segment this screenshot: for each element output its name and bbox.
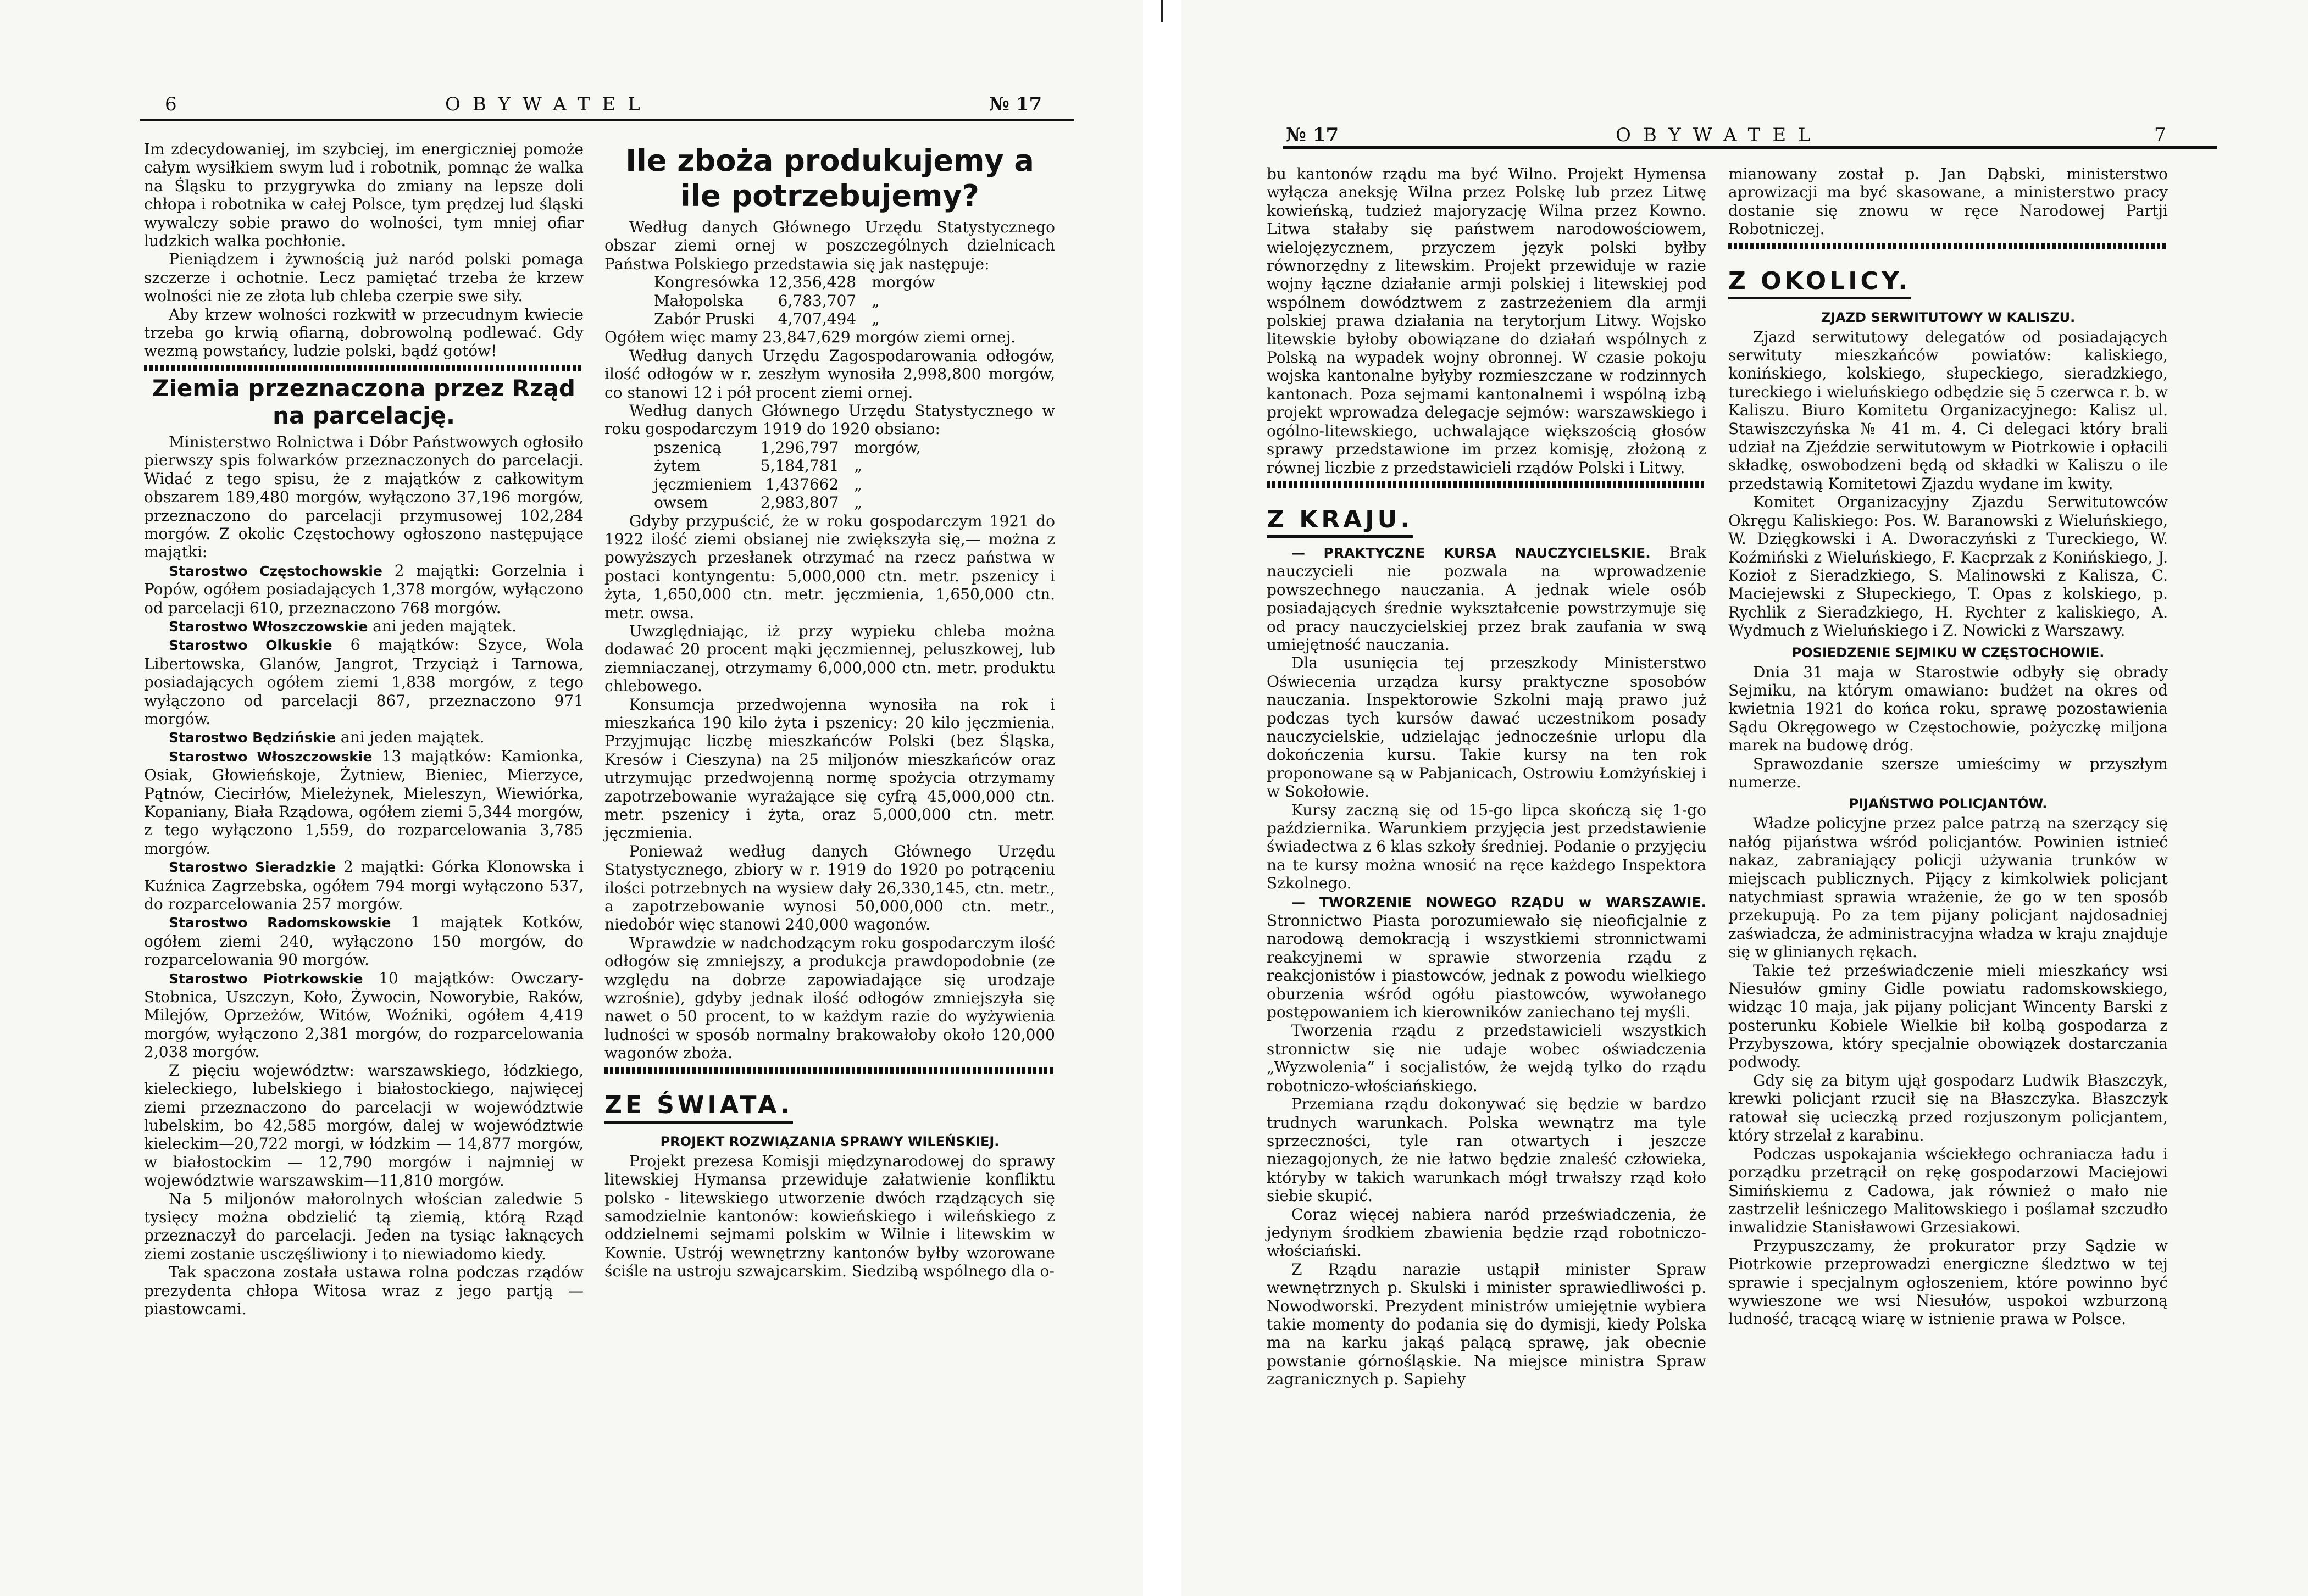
article-paragraph: Starostwo Włoszczowskie 13 majątków: Kamionka, Osiak, Głowieńskoje, Żytniew, Bieniec, Mierzyce, Pątnów, Ciecirłów, Mieleżynek, Mieleszyn, Wiewiórka, Kopaniany, Biała Rządowa, ogółem ziemi 5,344 morgów, z tego wyłączono 1,559, do rozparcelowania 3,785 morgów. <box>144 747 584 858</box>
article-paragraph: Starostwo Sieradzkie 2 majątki: Górka Klonowska i Kuźnica Zagrzebska, ogółem 794 morgi wyłączono 537, do rozparcelowania 257 morgów. <box>144 858 584 914</box>
article-paragraph: Sprawozdanie szersze umieścimy w przyszłym numerze. <box>1728 754 2168 791</box>
subheading-pijanstwo: PIJAŃSTWO POLICJANTÓW. <box>1849 796 2048 812</box>
intro-paragraph: Aby krzew wolności rozkwitł w przecudnym kwiecie trzeba go krwią ofiarną, dobrowolną podlewać. Gdy wezmą powstańcy, ludzie polski, bądź gotów! <box>144 305 584 360</box>
article-paragraph: Starostwo Włoszczowskie ani jeden majątek. <box>169 616 517 635</box>
subheading-sprawa-wilenska: PROJEKT ROZWIĄZANIA SPRAWY WILEŃSKIEJ. <box>660 1133 1000 1149</box>
left-page-header <box>0 93 1143 126</box>
article-paragraph: Starostwo Piotrkowskie 10 majątków: Owczary-Stobnica, Uszczyn, Koło, Żywocin, Noworybie, Raków, Milejów, Oprzeżów, Witów, Woźniki, ogółem 4,419 morgów, wyłączono 2,381 morgów, do rozparcelowania 2,038 morgów. <box>144 969 584 1061</box>
article-paragraph: Konsumcja przedwojenna wynosiła na rok i mieszkańca 190 kilo żyta i pszenicy: 20 kilo jęczmienia. Przyjmując liczbę mieszkańców Polski (bez Śląska, Kresów i Cieszyna) na 25 miljonów mieszkańców oraz utrzymując przedwojenną normę spożycia otrzymamy zapotrzebowanie wyrażające się cyfrą 45,000,000 ctn. metr. pszenicy i żyta, oraz 5,000,000 ctn. metr. jęczmienia. <box>604 695 1055 842</box>
right-page-number: 7 <box>2154 124 2166 146</box>
section-heading-ze-swiata: ZE ŚWIATA. <box>604 1091 793 1124</box>
intro-paragraph: Pieniądzem i żywnością już naród polski pomaga szczerze i ochotnie. Lecz pamiętać trzeba że krzew wolności nie ze złota lub chleba czerpie swe siły. <box>144 250 584 305</box>
left-page-number: 6 <box>165 93 177 115</box>
left-column-1 <box>144 140 584 1318</box>
article-paragraph: Projekt prezesa Komisji międzynarodowej do sprawy litewskiej Hymansa przewiduje załatwienie konfliktu polsko - litewskiego utworzenie dwóch rządzących się samodzielnie kantonów: kowieńskiego i wileńskiego z oddzielnemi sejmami polskim w Wilnie i litewskim w Kownie. Ustrój wewnętrzny kantonów byłby wzorowane ściśle na ustroju szwajcarskim. Siedzibą wspólnego dla o- <box>604 1152 1055 1281</box>
article-paragraph: Z pięciu województw: warszawskiego, łódzkiego, kieleckiego, lubelskiego i białostockiego, najwięcej ziemi przeznaczono do parcelacji w województwie lubelskim, bo 42,585 morgów, dalej w województwie kieleckim—20,722 morgi, w łódzkim — 14,877 morgów, w białostockim — 12,790 morgów i najmniej w województwie warszawskim—11,810 morgów. <box>144 1061 584 1190</box>
left-masthead: OBYWATEL <box>445 93 652 115</box>
left-header-rule <box>140 119 1074 121</box>
table-row: Małopolska 6,783,707 „ <box>654 291 880 310</box>
table-row: pszenicą 1,296,797 morgów, <box>654 438 921 457</box>
right-issue-number: № 17 <box>1286 124 1339 146</box>
article-paragraph: Władze policyjne przez palce patrzą na szerzący się nałóg pijaństwa wśród policjantów. Powinien istnieć nakaz, zabraniający policji używania trunków w miejscach publicznych. Pijący z kimkolwiek policjant natychmiast sprawia wrażenie, że go w ten sposób przekupują. Po za tem pijany policjant najdosadniej zaświadcza, że administracyjna władza w kraju znajduje się w glinianych rękach. <box>1728 814 2168 961</box>
left-page <box>0 0 1143 1596</box>
table-row: jęczmieniem 1,437662 „ <box>654 475 862 493</box>
left-column-2 <box>604 140 1055 1281</box>
separator <box>604 1067 1055 1074</box>
article-paragraph: Przypuszczamy, że prokurator przy Sądzie w Piotrkowie przeprowadzi energiczne śledztwo w tej sprawie i specjalnym ogłoszeniem, które powinno być wywieszone we wsi Niesułów, uspokoi wzburzoną ludność, tracącą wiarę w istnienie prawa w Polsce. <box>1728 1236 2168 1328</box>
article-paragraph: Ministerstwo Rolnictwa i Dóbr Państwowych ogłosiło pierwszy spis folwarków przeznaczonych do parcelacji. Widać z tego spisu, że z majątków z całkowitym obszarem 189,480 morgów, wyłączono 37,196 morgów, przeznaczono do parcelacji przymusowej 102,284 morgów. Z okolic Częstochowy ogłoszono następujące majątki: <box>144 432 584 561</box>
sown-area-table <box>654 438 930 512</box>
news-item: Z Rządu narazie ustąpił minister Spraw wewnętrznych p. Skulski i minister sprawiedliwości p. Nowodworski. Prezydent ministrów umiejętnie wybiera takie momenty do podania się do dymisji, kiedy Polska ma na karku jakąś palącą sprawę, jak obecnie powstanie górnośląskie. Na miejsce ministra Spraw zagranicznych p. Sapiehy <box>1267 1260 1706 1389</box>
separator <box>144 365 584 371</box>
article-paragraph: Na 5 miljonów małorolnych włościan zaledwie 5 tysięcy można obdzielić tą ziemią, którą Rząd przeznaczył do parcelacji. Jeden na tysiąc łaknących ziemi zostanie usczęśliwiony i to niewiadomo kiedy. <box>144 1189 584 1263</box>
article-paragraph: Takie też przeświadczenie mieli mieszkańcy wsi Niesułów gminy Gidle powiatu radomskowskiego, widząc 10 maja, jak pijany policjant Wincenty Barski z posterunku Kobiele Wielkie bił kolbą gospodarza z Przybyszowa, który specjalnie obowiązek dostarczania podwody. <box>1728 961 2168 1071</box>
article-paragraph: Gdy się za bitym ujął gospodarz Ludwik Błaszczyk, krewki policjant rzucił się na Błaszczyka. Błaszczyk ratował się ucieczką przed rozjuszonym policjantem, który strzelał z karabinu. <box>1728 1071 2168 1145</box>
article-paragraph: Tak spaczona została ustawa rolna podczas rządów prezydenta chłopa Witosa wraz z jego partją — piastowcami. <box>144 1263 584 1318</box>
table-row: owsem 2,983,807 „ <box>654 493 862 512</box>
article-paragraph: Według danych Głównego Urzędu Statystycznego obszar ziemi ornej w poszczególnych dzielnicach Państwa Polskiego przedstawia się jak następuje: <box>604 218 1055 273</box>
article-heading-zboze: Ile zboża produkujemy a ile potrzebujemy? <box>625 143 1034 213</box>
arable-land-table <box>654 273 944 328</box>
right-page <box>1181 0 2308 1596</box>
section-heading-z-okolicy: Z OKOLICY. <box>1728 267 1911 299</box>
table-row: Zabór Pruski 4,707,494 „ <box>654 310 880 329</box>
news-item: Coraz więcej nabiera naród przeświadczenia, że jedynym środkiem zbawienia będzie rząd robotniczo-włościański. <box>1267 1205 1706 1260</box>
table-row: żytem 5,184,781 „ <box>654 457 862 475</box>
subheading-zjazd-serwitutowy: ZJAZD SERWITUTOWY W KALISZU. <box>1821 309 2076 325</box>
article-paragraph: Wprawdzie w nadchodzącym roku gospodarczym ilość odłogów się zmniejszy, a produkcja prawdopodobnie (ze względu na dobrze zapowiadające się urodzaje wzrośnie), gdyby jednak ilość odłogów zmniejszyła się nawet o 50 procent, to w każdym razie do wyżywienia ludności w sposób normalny brakowałoby około 120,000 wagonów zboża. <box>604 933 1055 1063</box>
news-item: Przemiana rządu dokonywać się będzie w bardzo trudnych warunkach. Polska wewnątrz ma tyle sprzeczności, tyle ran otwartych i jeszcze niezagojonych, że nie łatwo będzie znaleść człowieka, któryby w takich warunkach mógł trwałszy rząd koło siebie skupić. <box>1267 1095 1706 1205</box>
binding-mark <box>1161 0 1163 22</box>
separator <box>1267 481 1706 488</box>
article-paragraph: Podczas uspokajania wściekłego ochraniacza ładu i porządku przetrącił on rękę gospodarzowi Maciejowi Simińskiemu z Cadowa, jak również o mało nie zastrzelił leśniczego Malitowskiego i poślamał szczudło inwalidzie Stanisławowi Grzesiakowi. <box>1728 1144 2168 1237</box>
page-gutter <box>1143 0 1181 1596</box>
article-paragraph: Komitet Organizacyjny Zjazdu Serwitutowców Okręgu Kaliskiego: Pos. W. Baranowski z Wieluńskiego, W. Dzięgkowski i A. Dworaczyński z Tureckiego, W. Koźmiński z Wieluńskiego, F. Kacprzak z Konińskiego, J. Kozioł z Sieradzkiego, S. Malinowski z Kalisza, C. Maciejewski z Słupeckiego, T. Opas z kolskiego, p. Rychlik z Sieradzkiego, H. Rychter z kaliskiego, A. Wydmuch z Wieluńskiego i Z. Nowicki z Warszawy. <box>1728 493 2168 640</box>
table-row: Kongresówka 12,356,428 morgów <box>654 273 935 292</box>
article-paragraph: Dnia 31 maja w Starostwie odbyły się obrady Sejmiku, na którym omawiano: budżet na okres od kwietnia 1921 do końca roku, sprawę pozostawienia Sądu Okręgowego w Częstochowie, pożyczkę miljona marek na budowę dróg. <box>1728 663 2168 755</box>
article-paragraph: mianowany został p. Jan Dąbski, ministerstwo aprowizacji ma być skasowane, a ministerstwo pracy dostanie się znowu w ręce Narodowej Partji Robotniczej. <box>1728 165 2168 238</box>
news-item: — PRAKTYCZNE KURSA NAUCZYCIELSKIE. Brak nauczycieli nie pozwala na wprowadzenie powszechnego nauczania. A jednak wiele osób posiadających średnie wykształcenie powstrzymuje się od pracy nauczycielskiej przez brak zaufania w swą umiejętność nauczania. <box>1267 543 1706 654</box>
right-page-header <box>1181 93 2308 146</box>
article-paragraph: Starostwo Częstochowskie 2 majątki: Gorzelnia i Popów, ogółem posiadających 1,378 morgów, wyłączono od parcelacji 610, przeznaczono 768 morgów. <box>144 561 584 617</box>
right-column-1 <box>1267 165 1706 1389</box>
separator <box>1728 243 2168 249</box>
news-item: Tworzenia rządu z przedstawicieli wszystkich stronnictw się nie udaje wobec oświadczenia „Wyzwolenia“ i socjalistów, że wejdą tylko do rządu robotniczo-włościańskiego. <box>1267 1021 1706 1095</box>
intro-paragraph: Im zdecydowaniej, im szybciej, im energiczniej pomoże całym wysiłkiem swym lud i robotnik, pomnąc że walka na Śląsku to przygrywka do zmiany na lepsze doli chłopa i robotnika w całej Polsce, tym prędzej lud śląski wywalczy sobie prawo do wolności, tym mniej ofiar ludzkich walka pochłonie. <box>144 140 584 251</box>
article-paragraph: Według danych Głównego Urzędu Statystycznego w roku gospodarczym 1919 do 1920 obsiano: <box>604 402 1055 438</box>
section-heading-z-kraju: Z KRAJU. <box>1267 505 1413 538</box>
right-column-2 <box>1728 165 2168 1328</box>
article-paragraph: Starostwo Będzińskie ani jeden majątek. <box>169 728 485 747</box>
article-paragraph: Zjazd serwitutowy delegatów od posiadających serwituty mieszkańców powiatów: kaliskiego, konińskiego, kolskiego, słupeckiego, sieradzkiego, tureckiego i wieluńskiego odbędzie się 5 czerwca r. b. w Kaliszu. Biuro Komitetu Organizacyjnego: Kalisz ul. Stawiszczyńska № 41 m. 4. Ci delegaci który brali udział na Zjeździe serwitutowym w Piotrkowie i opłacili składkę, oswobodzeni będą od składki w Kaliszu o ile przedstawią Komitetowi Zjazdu wydane im kwity. <box>1728 327 2168 493</box>
article-paragraph: bu kantonów rządu ma być Wilno. Projekt Hymensa wyłącza aneksję Wilna przez Polskę lub przez Litwę kowieńską, tudzież majoryzację Wilna przez Kowno. Litwa stałaby się państwem narodowościowem, wielojęzycznem, przyczem język polski byłby równorzędny z litewskim. Projekt przewiduje w razie wojny łączne działanie armji polskiej i litewskiej pod wspólnem dowództwem z zastrzeżeniem dla armji polskiej prawa działania na terytorjum Litwy. Wojsko litewskie byłoby obowiązane do działań wspólnych z Polską na wypadek wojny obronnej. W czasie pokoju wojska kantonalne byłyby rozmieszczane w rodzinnych kantonach. Poza sejmami kantonalnemi i wspólną izbą projekt wprowadza delegacje sejmów: warszawskiego i ogólno-litewskiego, uchwalające większością głosów sprawy przedstawione im przez komisję, złożoną z równej liczbie z przedstawicieli rządów Polski i Litwy. <box>1267 165 1706 477</box>
left-issue-number: № 17 <box>989 93 1042 115</box>
news-item: Kursy zaczną się od 15-go lipca skończą się 1-go października. Warunkiem przyjęcia jest przedstawienie świadectwa z 6 klas szkoły średniej. Podanie o przyjęciu na te kursy można wnosić na ręce każdego Inspektora Szkolnego. <box>1267 800 1706 893</box>
article-paragraph: Uwzględniając, iż przy wypieku chleba można dodawać 20 procent mąki jęczmiennej, peluszkowej, lub ziemniaczanej, otrzymamy 6,000,000 ctn. metr. produktu chlebowego. <box>604 621 1055 696</box>
news-item: — TWORZENIE NOWEGO RZĄDU w WARSZAWIE. Stronnictwo Piasta porozumiewało się nieoficjalnie z narodową demokracją i wszystkiemi stronnictwami reakcyjnemi w sprawie stworzenia rządu z reakcjonistów i piastowców, jednak z powodu wielkiego oburzenia wśród ogółu piastowców, wywołanego postępowaniem ich kierowników zaniechano tej myśli. <box>1267 894 1706 1022</box>
article-paragraph: Ponieważ według danych Głównego Urzędu Statystycznego, zbiory w r. 1919 do 1920 po potrąceniu ilości potrzebnych na wysiew dały 26,330,145, ctn. metr., a zapotrzebowanie wynosi 50,000,000 ctn. metr., niedobór więc stanowi 240,000 wagonów. <box>604 842 1055 934</box>
article-paragraph: Starostwo Olkuskie 6 majątków: Szyce, Wola Libertowska, Glanów, Jangrot, Trzyciąż i Tarnowa, posiadających ogółem ziemi 1,838 morgów, z tego wyłączono od parcelacji 867, przeznaczono 971 morgów. <box>144 636 584 728</box>
right-header-rule <box>1283 146 2217 149</box>
subheading-sejmik: POSIEDZENIE SEJMIKU W CZĘSTOCHOWIE. <box>1791 644 2105 660</box>
news-item: Dla usunięcia tej przeszkody Ministerstwo Oświecenia urządza kursy praktyczne sposobów nauczania. Inspektorowie Szkolni mają prawo już podczas tych kursów dawać uczestnikom posady nauczycielskie, udzielając jednocześnie urlopu dla dokończenia kursu. Takie kursy na ten rok proponowane są w Pabjanicach, Ostrowiu Łomżyńskiej i w Sokołowie. <box>1267 654 1706 801</box>
article-paragraph: Według danych Urzędu Zagospodarowania odłogów, ilość odłogów w r. zeszłym wynosiła 2,998,800 morgów, co stanowi 12 i pół procent ziemi ornej. <box>604 346 1055 402</box>
article-paragraph: Ogółem więc mamy 23,847,629 morgów ziemi ornej. <box>604 328 1016 347</box>
article-paragraph: Starostwo Radomskowskie 1 majątek Kotków, ogółem ziemi 240, wyłączono 150 morgów, do rozparcelowania 90 morgów. <box>144 913 584 969</box>
article-paragraph: Gdyby przypuścić, że w roku gospodarczym 1921 do 1922 ilość ziemi obsianej nie zwiększyła się,— można z powyższych przesłanek otrzymać na rzecz państwa w postaci kontyngentu: 5,000,000 ctn. metr. pszenicy i żyta, 1,650,000 ctn. metr. jęczmienia, 1,650,000 ctn. metr. owsa. <box>604 511 1055 622</box>
article-heading-parcelacja: Ziemia przeznaczona przez Rząd na parcelację. <box>152 374 575 429</box>
right-masthead: OBYWATEL <box>1616 124 1823 146</box>
